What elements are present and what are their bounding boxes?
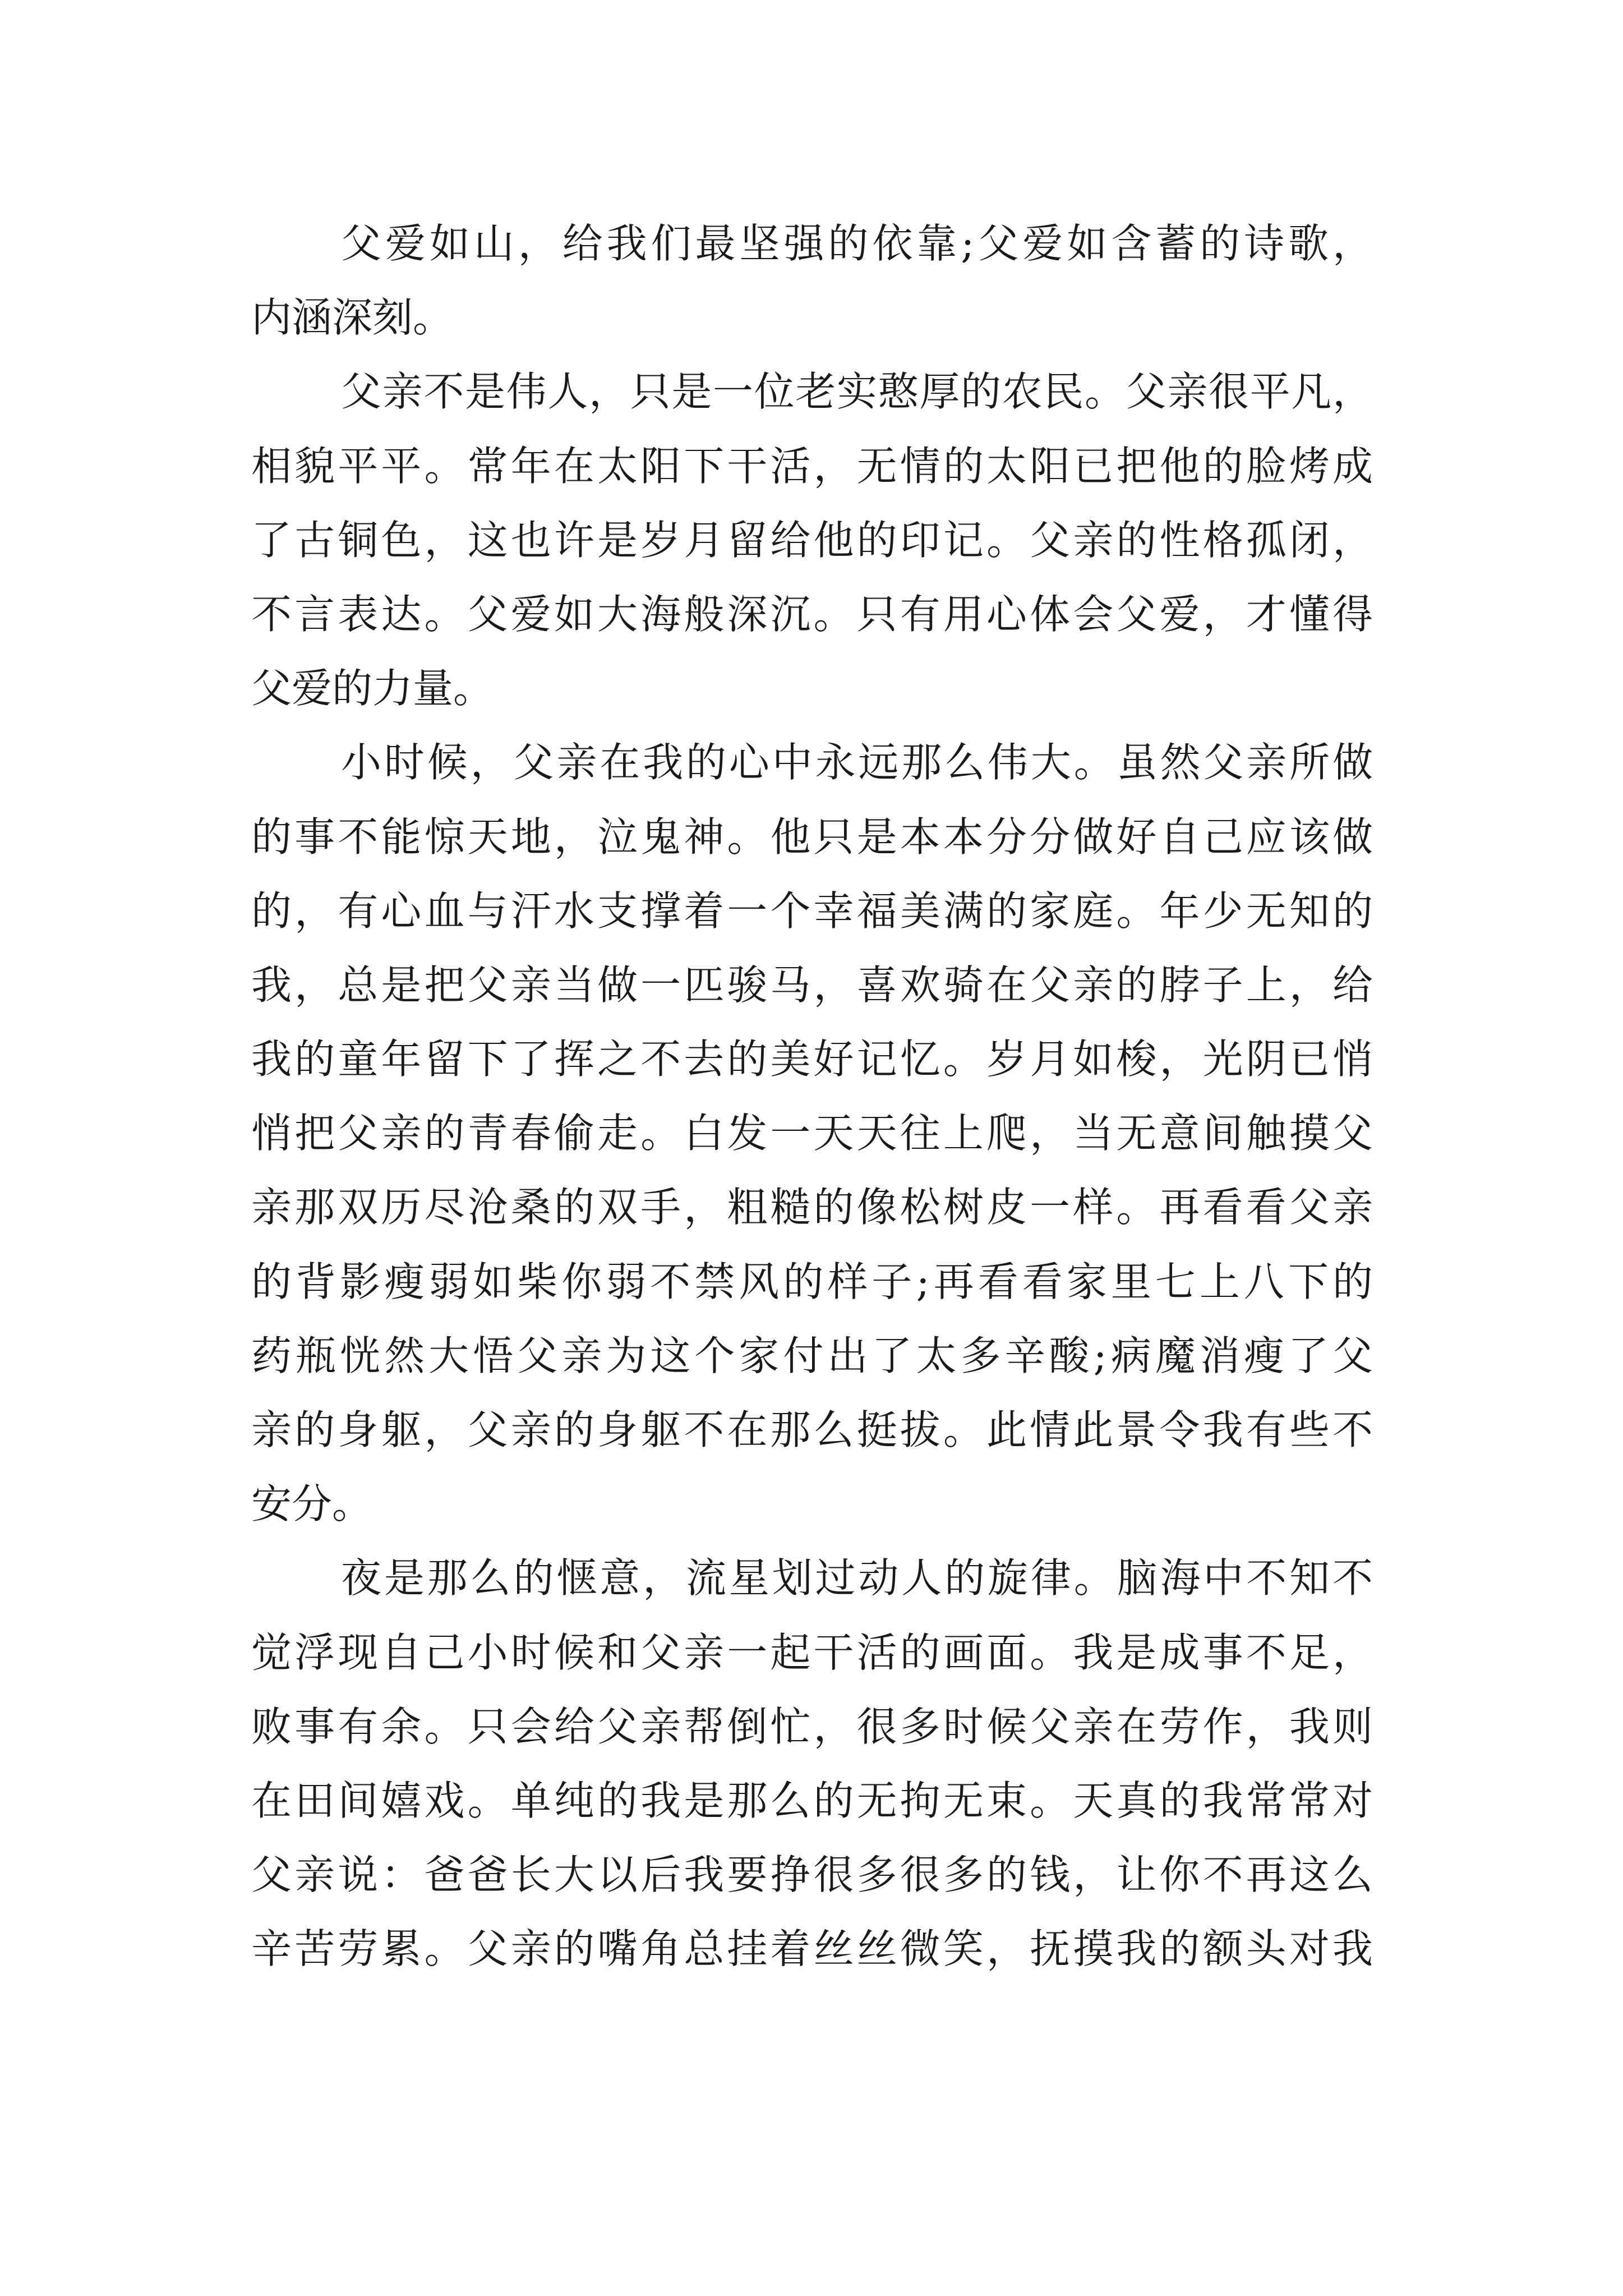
text-line: 悄把父亲的青春偷走。白发一天天往上爬，当无意间触摸父 [251, 1110, 1373, 1157]
text-line: 父爱如山，给我们最坚强的依靠;父爱如含蓄的诗歌， [341, 220, 1373, 267]
text-line: 的背影瘦弱如柴你弱不禁风的样子;再看看家里七上八下的 [251, 1258, 1373, 1305]
text-line: 父爱的力量。 [251, 665, 494, 712]
text-line: 败事有余。只会给父亲帮倒忙，很多时候父亲在劳作，我则 [251, 1703, 1373, 1750]
text-line: 亲那双历尽沧桑的双手，粗糙的像松树皮一样。再看看父亲 [251, 1184, 1373, 1231]
text-line: 我的童年留下了挥之不去的美好记忆。岁月如梭，光阴已悄 [251, 1036, 1373, 1083]
text-line: 的，有心血与汗水支撑着一个幸福美满的家庭。年少无知的 [251, 887, 1373, 935]
text-line: 在田间嬉戏。单纯的我是那么的无拘无束。天真的我常常对 [251, 1777, 1373, 1824]
text-line: 亲的身躯，父亲的身躯不在那么挺拔。此情此景令我有些不 [251, 1406, 1373, 1453]
text-line: 的事不能惊天地，泣鬼神。他只是本本分分做好自己应该做 [251, 813, 1373, 861]
text-line: 夜是那么的惬意，流星划过动人的旋律。脑海中不知不 [341, 1554, 1373, 1602]
text-line: 我，总是把父亲当做一匹骏马，喜欢骑在父亲的脖子上，给 [251, 961, 1373, 1009]
text-line: 不言表达。父爱如大海般深沉。只有用心体会父爱，才懂得 [251, 590, 1373, 638]
text-line: 辛苦劳累。父亲的嘴角总挂着丝丝微笑，抚摸我的额头对我 [251, 1925, 1373, 1973]
text-line: 相貌平平。常年在太阳下干活，无情的太阳已把他的脸烤成 [251, 442, 1373, 490]
text-line: 内涵深刻。 [251, 294, 454, 342]
text-line: 父亲说：爸爸长大以后我要挣很多很多的钱，让你不再这么 [251, 1851, 1373, 1899]
text-line: 了古铜色，这也许是岁月留给他的印记。父亲的性格孤闭， [251, 516, 1373, 564]
text-line: 药瓶恍然大悟父亲为这个家付出了太多辛酸;病魔消瘦了父 [251, 1332, 1373, 1379]
text-line: 父亲不是伟人，只是一位老实憨厚的农民。父亲很平凡， [341, 368, 1373, 416]
text-line: 安分。 [251, 1480, 373, 1528]
text-line: 觉浮现自己小时候和父亲一起干活的画面。我是成事不足， [251, 1628, 1373, 1676]
body-text [251, 206, 1373, 1986]
text-line: 小时候，父亲在我的心中永远那么伟大。虽然父亲所做 [341, 739, 1373, 786]
